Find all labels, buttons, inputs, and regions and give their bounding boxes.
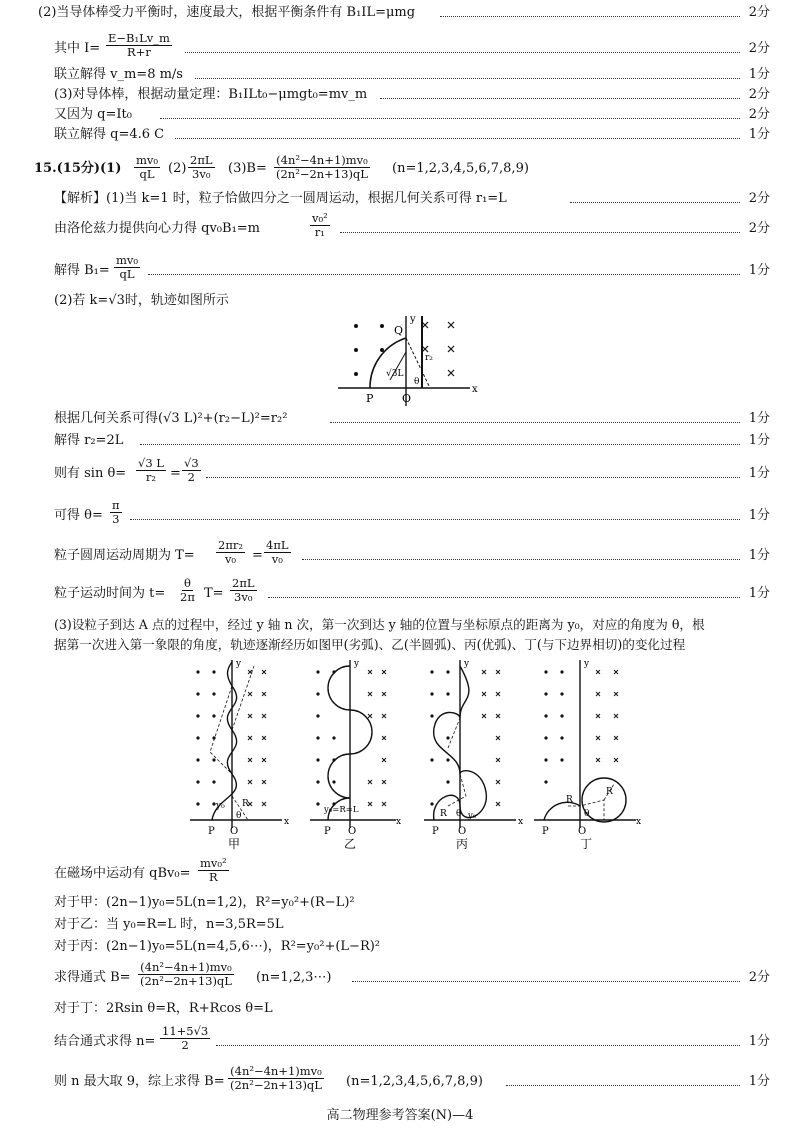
- line-text: 则 n 最大取 9，综上求得 B=: [54, 1074, 225, 1089]
- part2-2: [0, 432, 800, 456]
- label-y: y: [354, 659, 360, 669]
- label-O: O: [578, 826, 587, 837]
- score: 2分: [748, 191, 770, 206]
- label-y: y: [410, 314, 416, 325]
- answer2-label: (2): [168, 161, 187, 176]
- label-x: x: [396, 817, 402, 827]
- part3-7: [0, 1024, 800, 1060]
- dot-leader: [195, 78, 740, 79]
- line-text: 解得 B₁=: [54, 263, 110, 278]
- figure-caption: 乙: [344, 837, 357, 851]
- part2-4: [0, 498, 800, 534]
- line-text: 根据几何关系可得(√3 L)²+(r₂−L)²=r₂²: [54, 411, 288, 426]
- answer3-label: (3)B=: [228, 161, 267, 176]
- score: 1分: [748, 67, 770, 82]
- score: 2分: [748, 41, 770, 56]
- trajectory-arc-left: [544, 802, 580, 820]
- score: 1分: [748, 548, 770, 563]
- label-P: P: [542, 826, 549, 837]
- label-P: P: [208, 826, 215, 837]
- fraction: $\frac{\text{2πr₂}}{\text{v₀}}$: [218, 538, 243, 566]
- line-text: 联立解得 q=4.6 C: [54, 127, 165, 142]
- dot-leader: [130, 519, 740, 520]
- q15-head: 15.(15分)(1): [34, 161, 122, 176]
- fraction: $\frac{\text{v₀²}}{\text{r₁}}$: [312, 211, 328, 239]
- label-O: O: [348, 826, 357, 837]
- score: 2分: [748, 221, 770, 236]
- line-text: 在磁场中运动有 qBv₀=: [54, 866, 191, 881]
- label-P: P: [324, 826, 331, 837]
- line-q-result: [0, 126, 800, 150]
- line-text: 对于丙：(2n−1)y₀=5L(n=4,5,6⋯)，R²=y₀²+(L−R)²: [54, 939, 381, 954]
- dot-leader: [175, 138, 740, 139]
- part3-2: [0, 894, 800, 918]
- label-R-left: R: [566, 795, 573, 805]
- equals-sign: =: [252, 548, 263, 563]
- dot-leader: [352, 981, 740, 982]
- line-text: 【解析】(1)当 k=1 时，粒子恰做四分之一圆周运动，根据几何关系可得 r₁=L: [54, 191, 507, 206]
- label-theta: θ: [584, 809, 590, 819]
- line-text: 结合通式求得 n=: [54, 1034, 156, 1049]
- dots-region: [354, 324, 384, 376]
- part3-8: [0, 1064, 800, 1100]
- dot-leader: [160, 118, 740, 119]
- line-balance: [0, 4, 800, 28]
- equals-sign: =: [170, 466, 181, 481]
- line-text: 又因为 q=It₀: [54, 107, 132, 122]
- line-text: 可得 θ=: [54, 508, 103, 523]
- fraction: $\frac{\text{(4n²−4n+1)mv₀}}{\text{(2n²−2n+13)qL}}$: [230, 1064, 322, 1092]
- part3-6: [0, 1000, 800, 1024]
- label-R: R: [440, 809, 447, 819]
- dots-region: [544, 670, 563, 783]
- fraction: $\frac{\pi}{3}$: [112, 498, 120, 526]
- score: 1分: [748, 586, 770, 601]
- line-current: [0, 32, 800, 66]
- q15-answer-line: [0, 152, 800, 188]
- dot-leader: [570, 202, 740, 203]
- label-O: O: [230, 826, 239, 837]
- part2-5: [0, 538, 800, 574]
- score: 1分: [748, 127, 770, 142]
- figure-jia: [186, 656, 296, 852]
- label-y: y: [464, 659, 470, 669]
- part3-4: [0, 938, 800, 962]
- line-text: 求得通式 B=: [54, 970, 131, 985]
- label-y0-R-L: y₀=R=L: [324, 805, 359, 815]
- label-x: x: [284, 817, 290, 827]
- figure-caption: 丁: [580, 837, 593, 851]
- dots-region: [430, 670, 449, 805]
- line-text: 粒子运动时间为 t=: [54, 586, 166, 601]
- range-text: (n=1,2,3⋯): [256, 970, 332, 985]
- label-x: x: [636, 817, 642, 827]
- score: 2分: [748, 970, 770, 985]
- dot-leader: [185, 52, 740, 53]
- fraction: $\frac{4\pi L}{\text{v₀}}$: [266, 538, 289, 566]
- label-theta: θ: [414, 377, 420, 387]
- label-y: y: [236, 659, 242, 669]
- score: 2分: [748, 5, 770, 20]
- fraction: $\frac{\text{mv₀}}{qL}$: [116, 253, 139, 281]
- figure-yi: [306, 656, 406, 852]
- fraction: $\frac{2\pi L}{\text{3v₀}}$: [232, 576, 255, 604]
- crosses-region: [422, 322, 454, 376]
- label-y: y: [584, 659, 590, 669]
- score: 1分: [748, 433, 770, 448]
- range-text: (n=1,2,3,4,5,6,7,8,9): [346, 1074, 483, 1089]
- label-x: x: [518, 817, 524, 827]
- line-text: (3)设粒子到达 A 点的过程中，经过 y 轴 n 次，第一次到达 y 轴的位置与坐标原点的距离为 y₀，对应的角度为 θ，根: [54, 617, 705, 632]
- label-R-right: R: [606, 787, 613, 797]
- part2-1: [0, 410, 800, 434]
- line-text: 由洛伦兹力提供向心力得 qv₀B₁=m: [54, 221, 260, 236]
- dot-leader: [302, 559, 740, 560]
- line-text: 其中 I=: [54, 41, 101, 56]
- answer2-fraction: $\frac{2\pi L}{\text{3v₀}}$: [190, 153, 213, 181]
- crosses-region: [248, 670, 266, 806]
- label-O: O: [458, 826, 467, 837]
- part3-5: [0, 960, 800, 996]
- line-text: 对于乙：当 y₀=R=L 时，n=3,5R=5L: [54, 917, 284, 932]
- line-text: (3)对导体棒，根据动量定理：B₁ILt₀−μmgt₀=mv_m: [54, 87, 368, 102]
- line-text: 联立解得 v_m=8 m/s: [54, 67, 183, 82]
- dot-leader: [330, 422, 740, 423]
- line-text: 粒子圆周运动周期为 T=: [54, 548, 195, 563]
- dot-leader: [506, 1085, 740, 1086]
- line-text: 对于丁：2Rsin θ=R，R+Rcos θ=L: [54, 1001, 273, 1016]
- answer3-range: (n=1,2,3,4,5,6,7,8,9): [392, 161, 529, 176]
- part2-6: [0, 576, 800, 612]
- line-text: (2)若 k=√3时，轨迹如图所示: [54, 293, 229, 308]
- part2-3: [0, 456, 800, 492]
- label-R: R: [242, 799, 249, 809]
- label-theta: θ: [456, 809, 462, 819]
- dot-leader: [216, 1045, 740, 1046]
- dots-region: [196, 670, 215, 805]
- label-r2: r₂: [425, 353, 433, 363]
- score: 1分: [748, 508, 770, 523]
- dot-leader: [440, 16, 740, 17]
- figure-ding: [530, 656, 650, 852]
- fraction: $\frac{\theta}{2\pi}$: [180, 576, 195, 604]
- score: 1分: [748, 1074, 770, 1089]
- fraction: $\frac{\text{mv₀²}}{R}$: [200, 856, 227, 884]
- line-text: (2)当导体棒受力平衡时，速度最大，根据平衡条件有 B₁IL=μmg: [38, 5, 416, 20]
- trajectory-arc: [370, 338, 406, 388]
- label-y0: y₀: [216, 801, 225, 811]
- label-y0: y₀: [468, 811, 477, 821]
- label-sqrt3L: √3L: [386, 369, 404, 379]
- analysis-1: [0, 190, 800, 214]
- figure-caption: 丙: [456, 837, 469, 851]
- fraction: $\frac{√3}{2}$: [184, 456, 199, 484]
- fraction: $\frac{11+5√3}{2}$: [162, 1024, 209, 1052]
- label-x: x: [472, 384, 478, 395]
- dots-region: [316, 670, 335, 805]
- answer1-fraction: $\frac{\text{mv₀}}{qL}$: [136, 153, 159, 181]
- score: 1分: [748, 466, 770, 481]
- line-text: 则有 sin θ=: [54, 466, 127, 481]
- fraction: $\frac{\text{(4n²−4n+1)mv₀}}{\text{(2n²−2n+13)qL}}$: [140, 960, 232, 988]
- dot-leader: [140, 444, 740, 445]
- label-O: O: [402, 392, 412, 405]
- figure-caption: 甲: [228, 837, 241, 851]
- page-footer: 高二物理参考答案(N)—4: [326, 1108, 474, 1123]
- score: 2分: [748, 107, 770, 122]
- line-text: 据第一次进入第一象限的角度，轨迹逐渐经历如图甲(劣弧)、乙(半圆弧)、丙(优弧)、丁(与下边界相切)的变化过程: [54, 637, 686, 652]
- dot-leader: [206, 477, 740, 478]
- label-Q: Q: [394, 324, 404, 337]
- answer3-fraction: $\frac{\text{(4n²−4n+1)mv₀}}{\text{(2n²−2n+13)qL}}$: [276, 153, 368, 181]
- trajectory-figure-k-sqrt3: [330, 312, 480, 408]
- part3-3: [0, 916, 800, 940]
- label-P: P: [366, 392, 374, 405]
- dot-leader: [148, 274, 740, 275]
- fraction: $\frac{\text{E−B₁Lv\_m}}{R+r}$: [108, 31, 170, 59]
- score: 1分: [748, 263, 770, 278]
- trajectory: [212, 662, 237, 820]
- dot-leader: [268, 597, 740, 598]
- dot-leader: [380, 98, 740, 99]
- label-P: P: [432, 826, 439, 837]
- analysis-3: [0, 254, 800, 288]
- line-text: 对于甲：(2n−1)y₀=5L(n=1,2)，R²=y₀²+(R−L)²: [54, 895, 355, 910]
- score: 2分: [748, 87, 770, 102]
- equals-sign: T=: [204, 586, 224, 601]
- label-theta: θ: [236, 811, 242, 821]
- figure-bing: [420, 656, 530, 852]
- line-text: 解得 r₂=2L: [54, 433, 124, 448]
- score: 1分: [748, 1034, 770, 1049]
- score: 1分: [748, 411, 770, 426]
- part3-1: [0, 856, 800, 892]
- crosses-region: [596, 670, 618, 762]
- dot-leader: [340, 232, 740, 233]
- fraction: $\frac{√3 L}{\text{r₂}}$: [138, 456, 164, 484]
- analysis-2: [0, 212, 800, 246]
